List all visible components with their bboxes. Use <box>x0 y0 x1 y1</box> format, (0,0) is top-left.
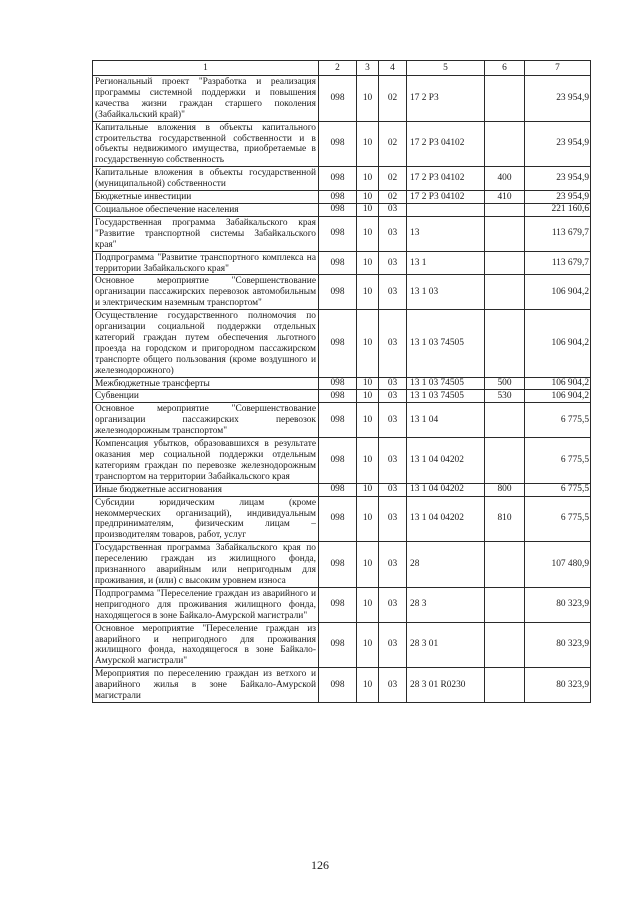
subsection-cell: 02 <box>379 76 407 122</box>
amount-cell: 80 323,9 <box>525 622 591 668</box>
table-row <box>93 310 591 377</box>
subsection-cell: 03 <box>379 438 407 484</box>
table-row <box>93 167 591 191</box>
expense-type-cell <box>485 251 525 275</box>
table-row <box>93 203 591 216</box>
page-number: 126 <box>311 858 329 872</box>
row-name-cell: Государственная программа Забайкальского края "Развитие транспортной системы Забайкальского края" <box>93 216 319 251</box>
col-header-5: 5 <box>407 61 485 76</box>
expense-type-cell: 810 <box>485 496 525 542</box>
expense-type-cell <box>485 275 525 310</box>
expense-type-cell <box>485 438 525 484</box>
admin-code-cell: 098 <box>319 275 357 310</box>
amount-cell: 6 775,5 <box>525 496 591 542</box>
amount-cell: 80 323,9 <box>525 587 591 622</box>
subsection-cell: 03 <box>379 587 407 622</box>
amount-cell: 23 954,9 <box>525 191 591 204</box>
row-name-cell: Социальное обеспечение населения <box>93 203 319 216</box>
section-cell: 10 <box>357 390 379 403</box>
amount-cell: 106 904,2 <box>525 377 591 390</box>
target-article-cell: 13 1 04 04202 <box>407 496 485 542</box>
table-row <box>93 438 591 484</box>
admin-code-cell: 098 <box>319 121 357 167</box>
amount-cell: 80 323,9 <box>525 668 591 703</box>
subsection-cell: 03 <box>379 251 407 275</box>
subsection-cell: 03 <box>379 216 407 251</box>
admin-code-cell: 098 <box>319 251 357 275</box>
row-name-cell: Капитальные вложения в объекты государственной (муниципальной) собственности <box>93 167 319 191</box>
target-article-cell: 17 2 P3 04102 <box>407 121 485 167</box>
budget-table-page <box>92 60 590 703</box>
target-article-cell: 13 1 04 04202 <box>407 438 485 484</box>
row-name-cell: Подпрограмма "Развитие транспортного комплекса на территории Забайкальского края" <box>93 251 319 275</box>
target-article-cell: 17 2 P3 <box>407 76 485 122</box>
section-cell: 10 <box>357 167 379 191</box>
section-cell: 10 <box>357 403 379 438</box>
section-cell: 10 <box>357 438 379 484</box>
table-row <box>93 622 591 668</box>
amount-cell: 23 954,9 <box>525 121 591 167</box>
row-name-cell: Мероприятия по переселению граждан из ветхого и аварийного жилья в зоне Байкало-Амурской магистрали <box>93 668 319 703</box>
amount-cell: 6 775,5 <box>525 438 591 484</box>
table-row <box>93 390 591 403</box>
row-name-cell: Бюджетные инвестиции <box>93 191 319 204</box>
expense-type-cell: 400 <box>485 167 525 191</box>
admin-code-cell: 098 <box>319 76 357 122</box>
expense-type-cell: 410 <box>485 191 525 204</box>
admin-code-cell: 098 <box>319 438 357 484</box>
table-row <box>93 587 591 622</box>
amount-cell: 106 904,2 <box>525 310 591 377</box>
table-row <box>93 483 591 496</box>
table-row <box>93 121 591 167</box>
section-cell: 10 <box>357 121 379 167</box>
row-name-cell: Основное мероприятие "Совершенствование организации пассажирских перевозок автомобильным и электрическим наземным транспортом" <box>93 275 319 310</box>
subsection-cell: 02 <box>379 167 407 191</box>
row-name-cell: Капитальные вложения в объекты капитального строительства государственной собственности и в объекты недвижимого имущества, приобретаемые в государственную собственность <box>93 121 319 167</box>
amount-cell: 106 904,2 <box>525 275 591 310</box>
table-row <box>93 377 591 390</box>
section-cell: 10 <box>357 377 379 390</box>
subsection-cell: 03 <box>379 203 407 216</box>
section-cell: 10 <box>357 668 379 703</box>
expense-type-cell <box>485 76 525 122</box>
col-header-3: 3 <box>357 61 379 76</box>
expense-type-cell <box>485 121 525 167</box>
section-cell: 10 <box>357 310 379 377</box>
expense-type-cell: 500 <box>485 377 525 390</box>
amount-cell: 113 679,7 <box>525 216 591 251</box>
amount-cell: 23 954,9 <box>525 167 591 191</box>
table-row <box>93 496 591 542</box>
target-article-cell: 13 1 04 04202 <box>407 483 485 496</box>
row-name-cell: Межбюджетные трансферты <box>93 377 319 390</box>
table-body <box>93 76 591 703</box>
subsection-cell: 03 <box>379 622 407 668</box>
expense-type-cell: 530 <box>485 390 525 403</box>
row-name-cell: Основное мероприятие "Совершенствование организации пассажирских перевозок железнодорожным транспортом" <box>93 403 319 438</box>
admin-code-cell: 098 <box>319 310 357 377</box>
amount-cell: 113 679,7 <box>525 251 591 275</box>
table-row <box>93 251 591 275</box>
target-article-cell: 13 1 03 74505 <box>407 310 485 377</box>
table-row <box>93 191 591 204</box>
row-name-cell: Компенсация убытков, образовавшихся в результате оказания мер социальной поддержки отдельным категориям граждан по перевозке железнодорожным транспортом на территории Забайкальского края <box>93 438 319 484</box>
target-article-cell: 17 2 P3 04102 <box>407 167 485 191</box>
section-cell: 10 <box>357 203 379 216</box>
row-name-cell: Осуществление государственного полномочия по организации социальной поддержки отдельных категорий граждан путем обеспечения льготного проезда на городском и пригородном пассажирском транспорте общего пользования (кроме воздушного и железнодорожного) <box>93 310 319 377</box>
subsection-cell: 03 <box>379 275 407 310</box>
target-article-cell: 13 1 03 74505 <box>407 390 485 403</box>
subsection-cell: 03 <box>379 403 407 438</box>
budget-table <box>92 60 591 703</box>
target-article-cell <box>407 203 485 216</box>
amount-cell: 221 160,6 <box>525 203 591 216</box>
admin-code-cell: 098 <box>319 496 357 542</box>
section-cell: 10 <box>357 76 379 122</box>
section-cell: 10 <box>357 622 379 668</box>
admin-code-cell: 098 <box>319 542 357 588</box>
subsection-cell: 03 <box>379 496 407 542</box>
expense-type-cell <box>485 203 525 216</box>
subsection-cell: 02 <box>379 191 407 204</box>
table-row <box>93 76 591 122</box>
amount-cell: 106 904,2 <box>525 390 591 403</box>
table-row <box>93 216 591 251</box>
row-name-cell: Основное мероприятие "Переселение граждан из аварийного и непригодного для проживания жилищного фонда, находящегося в зоне Байкало-Амурской магистрали" <box>93 622 319 668</box>
expense-type-cell <box>485 403 525 438</box>
admin-code-cell: 098 <box>319 377 357 390</box>
expense-type-cell <box>485 587 525 622</box>
subsection-cell: 02 <box>379 121 407 167</box>
expense-type-cell <box>485 622 525 668</box>
admin-code-cell: 098 <box>319 668 357 703</box>
target-article-cell: 28 3 <box>407 587 485 622</box>
target-article-cell: 13 1 04 <box>407 403 485 438</box>
section-cell: 10 <box>357 191 379 204</box>
row-name-cell: Субсидии юридическим лицам (кроме некоммерческих организаций), индивидуальным предпринимателям, физическим лицам – производителям товаров, работ, услуг <box>93 496 319 542</box>
target-article-cell: 28 <box>407 542 485 588</box>
expense-type-cell <box>485 668 525 703</box>
admin-code-cell: 098 <box>319 587 357 622</box>
admin-code-cell: 098 <box>319 216 357 251</box>
subsection-cell: 03 <box>379 377 407 390</box>
target-article-cell: 13 1 <box>407 251 485 275</box>
amount-cell: 23 954,9 <box>525 76 591 122</box>
row-name-cell: Государственная программа Забайкальского края по переселению граждан из жилищного фонда, признанного аварийным или непригодным для проживания, и (или) с высоким уровнем износа <box>93 542 319 588</box>
admin-code-cell: 098 <box>319 390 357 403</box>
section-cell: 10 <box>357 216 379 251</box>
amount-cell: 6 775,5 <box>525 483 591 496</box>
header-row <box>93 61 591 76</box>
col-header-1: 1 <box>93 61 319 76</box>
row-name-cell: Подпрограмма "Переселение граждан из аварийного и непригодного для проживания жилищного фонда, находящегося в зоне Байкало-Амурской магистрали" <box>93 587 319 622</box>
table-row <box>93 668 591 703</box>
admin-code-cell: 098 <box>319 483 357 496</box>
subsection-cell: 03 <box>379 542 407 588</box>
section-cell: 10 <box>357 483 379 496</box>
subsection-cell: 03 <box>379 310 407 377</box>
admin-code-cell: 098 <box>319 403 357 438</box>
table-row <box>93 403 591 438</box>
col-header-4: 4 <box>379 61 407 76</box>
target-article-cell: 17 2 P3 04102 <box>407 191 485 204</box>
amount-cell: 6 775,5 <box>525 403 591 438</box>
target-article-cell: 28 3 01 R0230 <box>407 668 485 703</box>
admin-code-cell: 098 <box>319 191 357 204</box>
section-cell: 10 <box>357 587 379 622</box>
expense-type-cell <box>485 216 525 251</box>
subsection-cell: 03 <box>379 390 407 403</box>
col-header-6: 6 <box>485 61 525 76</box>
section-cell: 10 <box>357 496 379 542</box>
section-cell: 10 <box>357 275 379 310</box>
expense-type-cell: 800 <box>485 483 525 496</box>
expense-type-cell <box>485 542 525 588</box>
table-row <box>93 542 591 588</box>
subsection-cell: 03 <box>379 483 407 496</box>
col-header-7: 7 <box>525 61 591 76</box>
section-cell: 10 <box>357 542 379 588</box>
expense-type-cell <box>485 310 525 377</box>
section-cell: 10 <box>357 251 379 275</box>
admin-code-cell: 098 <box>319 167 357 191</box>
row-name-cell: Субвенции <box>93 390 319 403</box>
target-article-cell: 28 3 01 <box>407 622 485 668</box>
admin-code-cell: 098 <box>319 203 357 216</box>
target-article-cell: 13 1 03 74505 <box>407 377 485 390</box>
subsection-cell: 03 <box>379 668 407 703</box>
col-header-2: 2 <box>319 61 357 76</box>
target-article-cell: 13 <box>407 216 485 251</box>
admin-code-cell: 098 <box>319 622 357 668</box>
row-name-cell: Иные бюджетные ассигнования <box>93 483 319 496</box>
row-name-cell: Региональный проект "Разработка и реализация программы системной поддержки и повышения качества жизни граждан старшего поколения (Забайкальский край)" <box>93 76 319 122</box>
amount-cell: 107 480,9 <box>525 542 591 588</box>
table-row <box>93 275 591 310</box>
target-article-cell: 13 1 03 <box>407 275 485 310</box>
